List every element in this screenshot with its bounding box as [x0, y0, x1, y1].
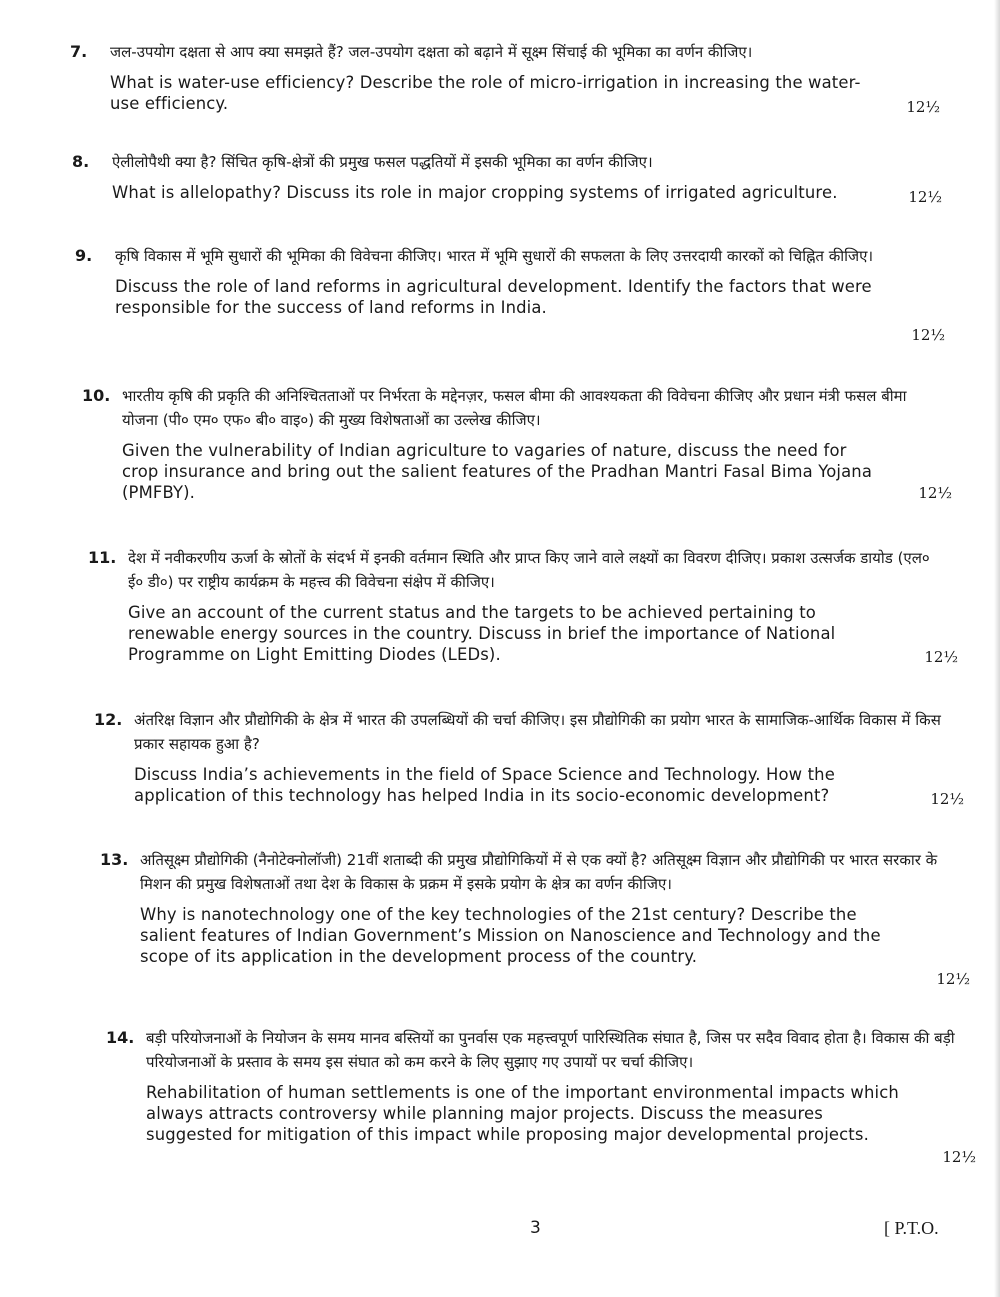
question-hindi-text: अंतरिक्ष विज्ञान और प्रौद्योगिकी के क्षेत्र में भारत की उपलब्धियों की चर्चा कीजिए। इस प्रौद्योगिकी का प्रयोग भारत के सामाजिक-आर्थिक विकास में किस प्रकार सहायक हुआ है?	[134, 711, 941, 753]
question-12	[94, 708, 964, 808]
question-english-text: Give an account of the current status and the targets to be achieved pertaining to renewable energy sources in the country. Discuss in brief the importance of National Programme on Light Emitting Diodes (LEDs).	[128, 603, 836, 664]
question-11	[88, 546, 958, 666]
question-marks: 12½	[924, 648, 958, 666]
question-9	[75, 244, 945, 344]
question-number: 13.	[100, 850, 129, 869]
question-hindi-text: देश में नवीकरणीय ऊर्जा के स्रोतों के संदर्भ में इनकी वर्तमान स्थिति और प्राप्त किए जाने वाले लक्ष्यों का विवरण दीजिए। प्रकाश उत्सर्जक डायोड (एल० ई० डी०) पर राष्ट्रीय कार्यक्रम के महत्त्व की विवेचना संक्षेप में कीजिए।	[128, 549, 930, 591]
question-marks: 12½	[936, 970, 970, 988]
question-english-text: Rehabilitation of human settlements is one of the important environmental impacts which always attracts controversy while planning major projects. Discuss the measures suggested for mitigation of this impact while proposing major developmental projects.	[146, 1083, 899, 1144]
question-hindi-text: ऐलीलोपैथी क्या है? सिंचित कृषि-क्षेत्रों की प्रमुख फसल पद्धतियों में इसकी भूमिका का वर्णन कीजिए।	[112, 153, 653, 171]
question-number: 7.	[70, 42, 88, 61]
question-english-text: Given the vulnerability of Indian agriculture to vagaries of nature, discuss the need for crop insurance and bring out the salient features of the Pradhan Mantri Fasal Bima Yojana (PMFBY).	[122, 441, 873, 502]
question-marks: 12½	[942, 1148, 976, 1166]
question-marks: 12½	[911, 326, 945, 344]
question-hindi-text: अतिसूक्ष्म प्रौद्योगिकी (नैनोटेक्नोलॉजी) 21वीं शताब्दी की प्रमुख प्रौद्योगिकियों में से एक क्यों है? अतिसूक्ष्म विज्ञान और प्रौद्योगिकी पर भारत सरकार के मिशन की प्रमुख विशेषताओं तथा देश के विकास के प्रक्रम में इसके प्रयोग के क्षेत्र का वर्णन कीजिए।	[140, 851, 938, 893]
question-hindi-text: भारतीय कृषि की प्रकृति की अनिश्चितताओं पर निर्भरता के मद्देनज़र, फसल बीमा की आवश्यकता की विवेचना कीजिए और प्रधान मंत्री फसल बीमा योजना (पी० एम० एफ० बी० वाइ०) की मुख्य विशेषताओं का उल्लेख कीजिए।	[122, 387, 907, 429]
question-number: 12.	[94, 710, 123, 729]
question-number: 11.	[88, 548, 117, 567]
question-13	[100, 848, 970, 988]
question-number: 14.	[106, 1028, 135, 1047]
please-turn-over-label: [ P.T.O.	[884, 1218, 939, 1238]
question-hindi-text: कृषि विकास में भूमि सुधारों की भूमिका की विवेचना कीजिए। भारत में भूमि सुधारों की सफलता के लिए उत्तरदायी कारकों को चिह्नित कीजिए।	[115, 247, 874, 265]
question-7	[70, 40, 940, 116]
question-english-text: What is allelopathy? Discuss its role in major cropping systems of irrigated agriculture.	[112, 183, 838, 202]
question-number: 9.	[75, 246, 93, 265]
question-marks: 12½	[930, 790, 964, 808]
question-14	[106, 1026, 976, 1166]
question-hindi-text: बड़ी परियोजनाओं के नियोजन के समय मानव बस्तियों का पुनर्वास एक महत्त्वपूर्ण पारिस्थितिक संघात है, जिस पर सदैव विवाद होता है। विकास की बड़ी परियोजनाओं के प्रस्ताव के समय इस संघात को कम करने के लिए सुझाए गए उपायों पर चर्चा कीजिए।	[146, 1029, 955, 1071]
question-number: 8.	[72, 152, 90, 171]
question-marks: 12½	[918, 484, 952, 502]
page-number: 3	[530, 1218, 541, 1238]
question-marks: 12½	[906, 98, 940, 116]
page-edge-shadow	[994, 0, 1000, 1297]
question-english-text: Why is nanotechnology one of the key technologies of the 21st century? Describe the salient features of Indian Government’s Mission on Nanoscience and Technology and the scope of its application in the development process of the country.	[140, 905, 881, 966]
question-10	[82, 384, 952, 503]
question-8	[72, 150, 942, 206]
question-number: 10.	[82, 386, 111, 405]
question-english-text: What is water-use efficiency? Describe the role of micro-irrigation in increasing the water-use efficiency.	[110, 73, 861, 113]
question-marks: 12½	[908, 188, 942, 206]
question-english-text: Discuss India’s achievements in the field of Space Science and Technology. How the application of this technology has helped India in its socio-economic development?	[134, 765, 835, 805]
question-english-text: Discuss the role of land reforms in agricultural development. Identify the factors that were responsible for the success of land reforms in India.	[115, 277, 872, 317]
question-hindi-text: जल-उपयोग दक्षता से आप क्या समझते हैं? जल-उपयोग दक्षता को बढ़ाने में सूक्ष्म सिंचाई की भूमिका का वर्णन कीजिए।	[110, 43, 753, 61]
